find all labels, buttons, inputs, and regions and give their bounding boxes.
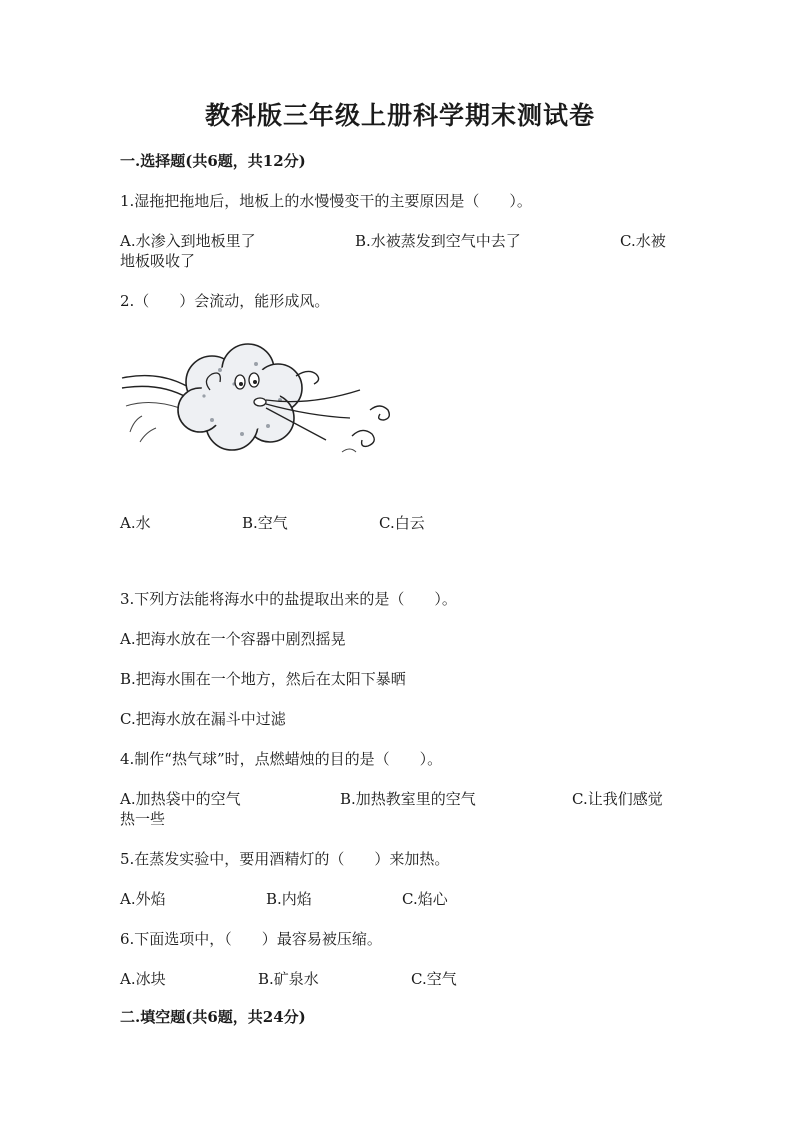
question-2-stem: 2.（ ）会流动，能形成风。 bbox=[120, 292, 330, 310]
question-1-stem: 1.湿拖把拖地后，地板上的水慢慢变干的主要原因是（ ）。 bbox=[120, 192, 532, 210]
question-5-stem: 5.在蒸发实验中，要用酒精灯的（ ）来加热。 bbox=[120, 850, 450, 868]
question-5-option-b: B.内焰 bbox=[266, 890, 312, 908]
question-3-option-c: C.把海水放在漏斗中过滤 bbox=[120, 710, 286, 728]
question-4-option-c: C.让我们感觉 bbox=[572, 790, 663, 808]
question-3-option-b: B.把海水围在一个地方，然后在太阳下暴晒 bbox=[120, 670, 406, 688]
section-heading-fill-in: 二.填空题(共6题，共24分) bbox=[120, 1008, 306, 1026]
question-5-option-c: C.焰心 bbox=[402, 890, 448, 908]
question-6-option-a: A.冰块 bbox=[120, 970, 166, 988]
question-1-option-c-continued: 地板吸收了 bbox=[120, 252, 196, 270]
section-heading-choice: 一.选择题(共6题，共12分) bbox=[120, 152, 306, 170]
question-4-stem: 4.制作“热气球”时，点燃蜡烛的目的是（ ）。 bbox=[120, 750, 443, 768]
question-4-option-a: A.加热袋中的空气 bbox=[120, 790, 241, 808]
question-1-option-b: B.水被蒸发到空气中去了 bbox=[355, 232, 521, 250]
blowing-cloud-icon bbox=[120, 340, 400, 470]
question-6-stem: 6.下面选项中，（ ）最容易被压缩。 bbox=[120, 930, 382, 948]
question-6-option-b: B.矿泉水 bbox=[258, 970, 319, 988]
question-1-option-c: C.水被 bbox=[620, 232, 666, 250]
question-1-option-a: A.水渗入到地板里了 bbox=[120, 232, 256, 250]
question-5-option-a: A.外焰 bbox=[120, 890, 166, 908]
question-2-option-a: A.水 bbox=[120, 514, 151, 532]
question-3-stem: 3.下列方法能将海水中的盐提取出来的是（ ）。 bbox=[120, 590, 457, 608]
question-4-option-c-continued: 热一些 bbox=[120, 810, 166, 828]
question-6-option-c: C.空气 bbox=[411, 970, 457, 988]
question-2-option-c: C.白云 bbox=[379, 514, 425, 532]
page-title: 教科版三年级上册科学期末测试卷 bbox=[204, 101, 595, 130]
question-3-option-a: A.把海水放在一个容器中剧烈摇晃 bbox=[120, 630, 346, 648]
question-2-option-b: B.空气 bbox=[242, 514, 288, 532]
question-4-option-b: B.加热教室里的空气 bbox=[340, 790, 476, 808]
